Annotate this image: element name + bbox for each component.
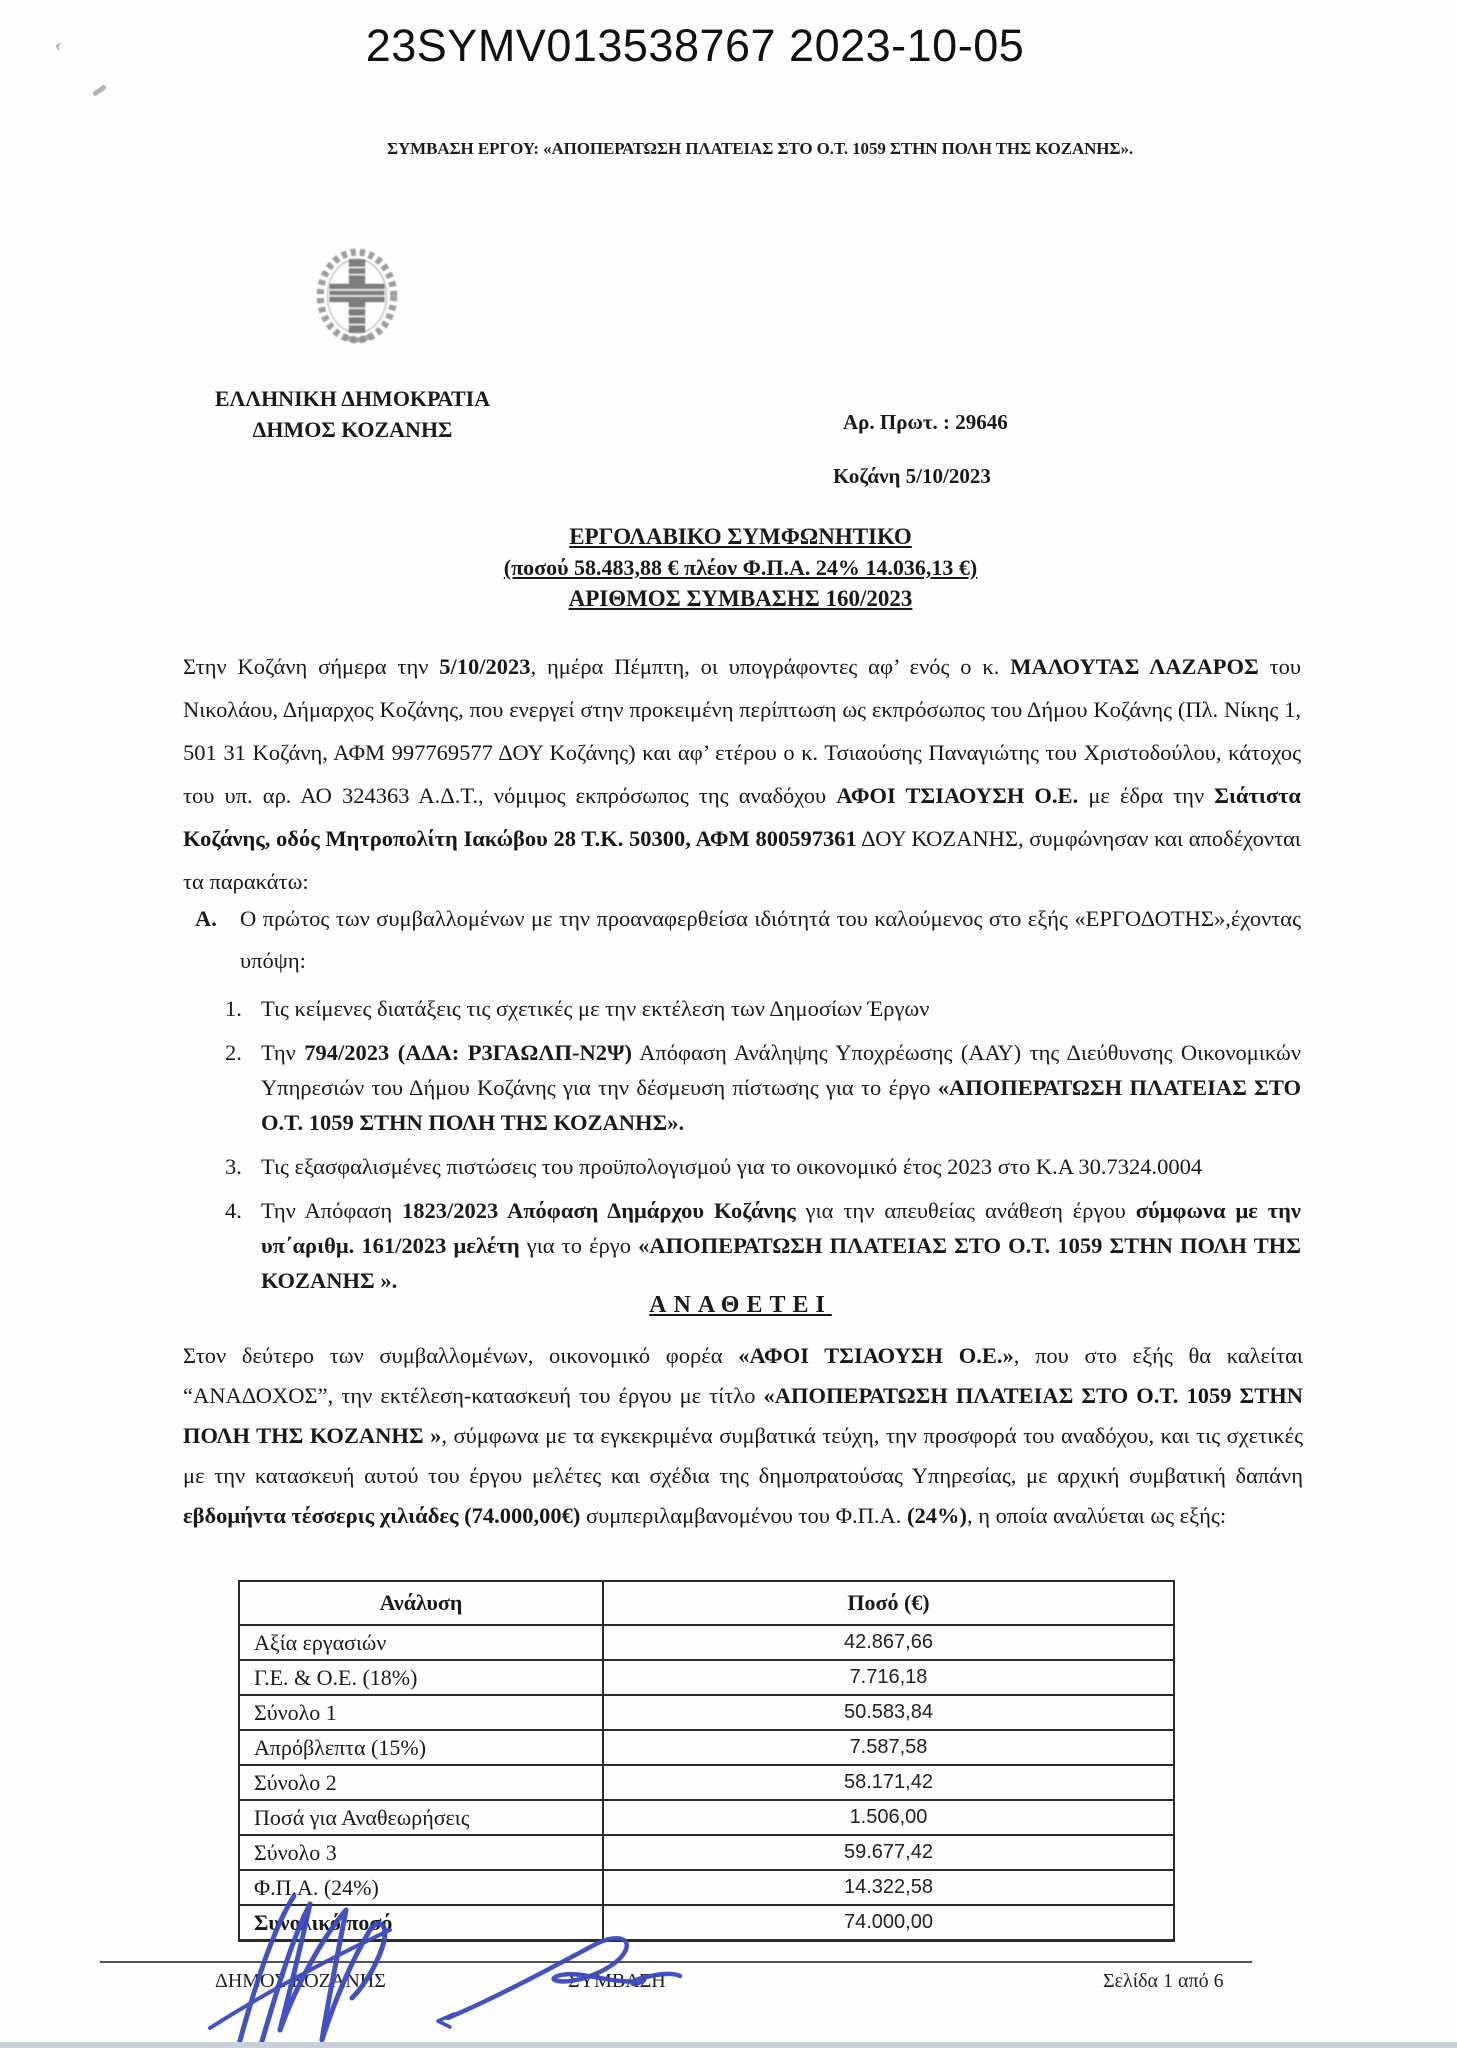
table-cell-label: Συνολικό ποσό	[239, 1905, 603, 1941]
section-a	[183, 898, 1301, 1298]
list-item	[183, 1193, 1301, 1298]
table-header-analysis: Ανάλυση	[239, 1581, 603, 1625]
footer-rule	[100, 1961, 1252, 1963]
contract-title: ΕΡΓΟΛΑΒΙΚΟ ΣΥΜΦΩΝΗΤΙΚΟ	[569, 524, 912, 549]
table-cell-label: Σύνολο 1	[239, 1695, 603, 1730]
table-cell-amount: 14.322,58	[603, 1870, 1174, 1905]
table-row	[239, 1625, 1174, 1660]
list-item-text: Την Απόφαση 1823/2023 Απόφαση Δημάρχου Κοζάνης για την απευθείας ανάθεση έργου σύμφωνα με την υπ΄αριθμ. 161/2023 μελέτη για το έργο «ΑΠΟΠΕΡΑΤΩΣΗ ΠΛΑΤΕΙΑΣ ΣΤΟ Ο.Τ. 1059 ΣΤΗΝ ΠΟΛΗ ΤΗΣ ΚΟΖΑΝΗΣ ».	[261, 1198, 1301, 1293]
table-cell-amount: 7.716,18	[603, 1660, 1174, 1695]
contract-title-block	[183, 521, 1298, 614]
table-cell-label: Σύνολο 2	[239, 1765, 603, 1800]
scan-speck: ‹	[53, 33, 64, 57]
table-cell-amount: 7.587,58	[603, 1730, 1174, 1765]
org-name-republic: ΕΛΛΗΝΙΚΗ ΔΗΜΟΚΡΑΤΙΑ	[214, 386, 491, 411]
footer-left: ΔΗΜΟΣ ΚΟΖΑΝΗΣ	[215, 1970, 386, 1992]
table-cell-label: Απρόβλεπτα (15%)	[239, 1730, 603, 1765]
award-heading: ΑΝΑΘΕΤΕΙ	[649, 1292, 832, 1318]
table-cell-label: Ποσά για Αναθεωρήσεις	[239, 1800, 603, 1835]
table-cell-amount: 59.677,42	[603, 1835, 1174, 1870]
table-row	[239, 1870, 1174, 1905]
table-cell-label: Γ.Ε. & Ο.Ε. (18%)	[239, 1660, 603, 1695]
section-a-heading	[183, 898, 1301, 982]
list-item	[183, 1035, 1301, 1140]
scan-speck	[92, 84, 107, 97]
contract-subtitle: ΣΥΜΒΑΣΗ ΕΡΓΟΥ: «ΑΠΟΠΕΡΑΤΩΣΗ ΠΛΑΤΕΙΑΣ ΣΤΟ Ο.Τ. 1059 ΣΤΗΝ ΠΟΛΗ ΤΗΣ ΚΟΖΑΝΗΣ».	[386, 139, 1133, 158]
table-cell-amount: 74.000,00	[603, 1905, 1174, 1941]
protocol-number: Αρ. Πρωτ. : 29646	[843, 410, 1008, 434]
table-row	[239, 1835, 1174, 1870]
contract-number-line: ΑΡΙΘΜΟΣ ΣΥΜΒΑΣΗΣ 160/2023	[568, 586, 913, 611]
table-cell-amount: 58.171,42	[603, 1765, 1174, 1800]
section-a-list	[183, 991, 1301, 1298]
table-row	[239, 1660, 1174, 1695]
registry-code-header: 23SYMV013538767 2023-10-05	[365, 20, 1025, 71]
table-header-row	[239, 1581, 1174, 1625]
contract-amount-line: (ποσού 58.483,88 € πλέον Φ.Π.Α. 24% 14.036,13 €)	[503, 555, 978, 580]
table-row	[239, 1800, 1174, 1835]
letterhead-org-block	[205, 383, 500, 445]
cost-breakdown-table	[238, 1580, 1175, 1942]
footer-center: ΣΥΜΒΑΣΗ	[568, 1970, 666, 1992]
section-a-marker: Α.	[195, 906, 217, 931]
table-cell-amount: 50.583,84	[603, 1695, 1174, 1730]
footer-page-number: Σελίδα 1 από 6	[1103, 1970, 1224, 1992]
list-item-text: Τις κείμενες διατάξεις τις σχετικές με την εκτέλεση των Δημοσίων Έργων	[261, 996, 930, 1021]
list-item	[183, 991, 1301, 1026]
table-row	[239, 1905, 1174, 1941]
table-row	[239, 1730, 1174, 1765]
scan-edge-artifact	[0, 2042, 1457, 2048]
greek-coat-of-arms-icon	[306, 240, 408, 350]
table-cell-amount: 1.506,00	[603, 1800, 1174, 1835]
list-item-number: 3.	[225, 1154, 242, 1179]
table-header-amount: Ποσό (€)	[603, 1581, 1174, 1625]
table-cell-amount: 42.867,66	[603, 1625, 1174, 1660]
list-item-text: Τις εξασφαλισμένες πιστώσεις του προϋπολογισμού για το οικονομικό έτος 2023 στο Κ.Α 30.7324.0004	[261, 1154, 1203, 1179]
table-cell-label: Φ.Π.Α. (24%)	[239, 1870, 603, 1905]
list-item	[183, 1149, 1301, 1184]
list-item-number: 2.	[225, 1040, 242, 1065]
place-and-date: Κοζάνη 5/10/2023	[833, 464, 991, 488]
list-item-number: 4.	[225, 1198, 242, 1223]
intro-paragraph: Στην Κοζάνη σήμερα την 5/10/2023, ημέρα Πέμπτη, οι υπογράφοντες αφ’ ενός ο κ. ΜΑΛΟΥΤΑΣ ΛΑΖΑΡΟΣ του Νικολάου, Δήμαρχος Κοζάνης, που ενεργεί στην προκειμένη περίπτωση ως εκπρόσωπος του Δήμου Κοζάνης (Πλ. Νίκης 1, 501 31 Κοζάνη, ΑΦΜ 997769577 ΔΟΥ Κοζάνης) και αφ’ ετέρου ο κ. Τσιαούσης Παναγιώτης του Χριστοδούλου, κάτοχος του υπ. αρ. ΑΟ 324363 Α.Δ.Τ., νόμιμος εκπρόσωπος της αναδόχου ΑΦΟΙ ΤΣΙΑΟΥΣΗ Ο.Ε. με έδρα την Σιάτιστα Κοζάνης, οδός Μητροπολίτη Ιακώβου 28 Τ.Κ. 50300, ΑΦΜ 800597361 ΔΟΥ ΚΟΖΑΝΗΣ, συμφώνησαν και αποδέχονται τα παρακάτω:	[183, 654, 1302, 894]
table-cell-label: Σύνολο 3	[239, 1835, 603, 1870]
org-name-municipality: ΔΗΜΟΣ ΚΟΖΑΝΗΣ	[252, 417, 453, 442]
list-item-text: Την 794/2023 (ΑΔΑ: Ρ3ΓΑΩΛΠ-Ν2Ψ) Απόφαση Ανάληψης Υποχρέωσης (ΑΑΥ) της Διεύθυνσης Οικονομικών Υπηρεσιών του Δήμου Κοζάνης για την δέσμευση πίστωσης για το έργο «ΑΠΟΠΕΡΑΤΩΣΗ ΠΛΑΤΕΙΑΣ ΣΤΟ Ο.Τ. 1059 ΣΤΗΝ ΠΟΛΗ ΤΗΣ ΚΟΖΑΝΗΣ».	[261, 1040, 1301, 1135]
table-row	[239, 1765, 1174, 1800]
list-item-number: 1.	[225, 996, 242, 1021]
award-paragraph: Στον δεύτερο των συμβαλλομένων, οικονομικό φορέα «ΑΦΟΙ ΤΣΙΑΟΥΣΗ Ο.Ε.», που στο εξής θα καλείται “ΑΝΑΔΟΧΟΣ”, την εκτέλεση-κατασκευή του έργου με τίτλο «ΑΠΟΠΕΡΑΤΩΣΗ ΠΛΑΤΕΙΑΣ ΣΤΟ Ο.Τ. 1059 ΣΤΗΝ ΠΟΛΗ ΤΗΣ ΚΟΖΑΝΗΣ », σύμφωνα με τα εγκεκριμένα συμβατικά τεύχη, την προσφορά του αναδόχου, και τις σχετικές με την κατασκευή αυτού του έργου μελέτες και σχέδια της δημοπρατούσας Υπηρεσίας, με αρχική συμβατική δαπάνη εβδομήντα τέσσερις χιλιάδες (74.000,00€) συμπεριλαμβανομένου του Φ.Π.Α. (24%), η οποία αναλύεται ως εξής:	[183, 1343, 1303, 1528]
table-cell-label: Αξία εργασιών	[239, 1625, 603, 1660]
table-row	[239, 1695, 1174, 1730]
section-a-heading-text: Ο πρώτος των συμβαλλομένων με την προαναφερθείσα ιδιότητά του καλούμενος στο εξής «ΕΡΓΟΔΟΤΗΣ»,έχοντας υπόψη:	[240, 906, 1301, 973]
